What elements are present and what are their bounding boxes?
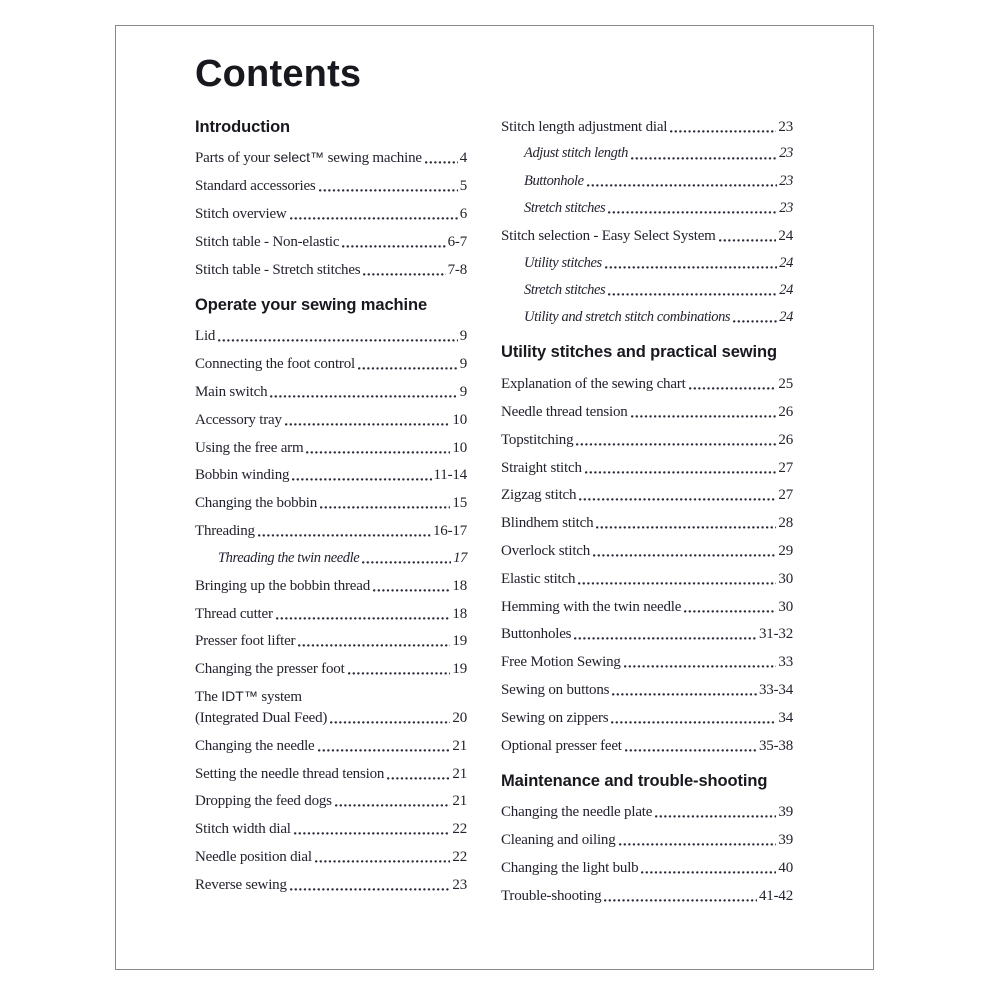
entry-label-text: Sewing on zippers	[501, 709, 609, 726]
toc-section	[195, 296, 467, 894]
entry-label-text: Stitch selection - Easy Select System	[501, 227, 716, 244]
toc-entry	[501, 542, 793, 560]
entry-page-number: 6-7	[447, 233, 467, 250]
toc-entry	[501, 459, 793, 477]
entry-label-text: Buttonholes	[501, 626, 572, 643]
toc-entry	[501, 709, 793, 727]
entry-label-text: Parts of your	[195, 150, 274, 167]
toc-entry	[195, 737, 467, 755]
dot-leader	[578, 581, 776, 586]
dot-leader	[348, 671, 451, 676]
toc-column-left	[195, 118, 467, 904]
toc-entry	[195, 522, 467, 540]
entry-label	[524, 145, 628, 162]
entry-label-text: Changing the needle plate	[501, 804, 653, 821]
entry-label-text: Overlock stitch	[501, 543, 591, 560]
toc-entry	[501, 859, 793, 877]
dot-leader	[362, 560, 451, 565]
entry-label-text: Reverse sewing	[195, 876, 287, 893]
entry-label-text: Bobbin winding	[195, 467, 290, 484]
entry-page-number: 17	[453, 549, 467, 566]
entry-page-number: 23	[778, 118, 793, 135]
entry-label-text: Stretch stitches	[524, 199, 606, 216]
entry-label-text: Stitch table - Non-elastic	[195, 233, 340, 250]
dot-leader	[631, 156, 777, 161]
toc-entry	[218, 550, 467, 567]
toc-entry	[195, 792, 467, 810]
toc-entry	[501, 403, 793, 421]
dot-leader	[335, 803, 451, 808]
entry-label	[501, 831, 616, 849]
dot-leader	[342, 244, 445, 249]
toc-section	[501, 772, 793, 905]
entry-label	[501, 859, 638, 877]
entry-label-text: Using the free arm	[195, 439, 304, 456]
entry-label	[501, 681, 609, 699]
entry-label	[195, 632, 295, 650]
toc-entry	[524, 145, 793, 162]
entry-label	[524, 173, 584, 190]
entry-label-text: sewing machine	[324, 150, 422, 167]
dot-leader	[270, 394, 457, 399]
entry-label	[524, 255, 602, 272]
dot-leader	[585, 470, 777, 475]
toc-entry	[501, 431, 793, 449]
entry-label-text: Standard accessories	[195, 178, 316, 195]
entry-label-text: Needle thread tension	[501, 404, 628, 421]
dot-leader	[290, 216, 458, 221]
toc-section	[195, 118, 467, 279]
entry-label	[501, 431, 573, 449]
entry-label-text: Utility stitches	[524, 254, 602, 271]
entry-label	[195, 820, 291, 838]
entry-label-text: Topstitching	[501, 431, 574, 448]
entry-page-number: 7-8	[447, 261, 467, 278]
entry-label	[195, 605, 273, 623]
entry-label	[195, 577, 370, 595]
entry-label-text: Lid	[195, 328, 216, 345]
entry-label-text: Hemming with the twin needle	[501, 598, 682, 615]
entry-label-text: (Integrated Dual Feed)	[195, 710, 328, 727]
entry-label-text: Stitch overview	[195, 205, 287, 222]
toc-entry	[195, 383, 467, 401]
entry-page-number: 10	[452, 411, 467, 428]
entry-label	[195, 494, 317, 512]
toc-section	[501, 118, 793, 327]
dot-leader	[587, 183, 778, 188]
toc-column-right	[501, 118, 793, 915]
toc-columns	[195, 118, 873, 915]
dot-leader	[684, 609, 776, 614]
entry-label	[195, 411, 282, 429]
toc-entry	[195, 820, 467, 838]
entry-label	[195, 765, 384, 783]
entry-label	[501, 803, 652, 821]
dot-leader	[218, 338, 457, 343]
entry-label-text: Setting the needle thread tension	[195, 765, 385, 782]
entry-page-number: 6	[459, 205, 467, 222]
toc-entry	[501, 514, 793, 532]
toc-entry	[195, 494, 467, 512]
dot-leader	[276, 616, 451, 621]
toc-entry	[195, 327, 467, 345]
brand-name: select™	[273, 149, 325, 166]
toc-entry	[195, 577, 467, 595]
entry-label	[195, 688, 302, 706]
section-heading: Operate your sewing machine	[195, 295, 428, 314]
entry-label-text: Cleaning and oiling	[501, 832, 616, 849]
toc-entry	[501, 118, 793, 136]
toc-entry	[195, 688, 467, 706]
entry-page-number: 26	[778, 404, 793, 421]
toc-entry	[195, 660, 467, 678]
entry-page-number: 30	[778, 570, 793, 587]
entry-page-number: 20	[452, 710, 467, 727]
entry-page-number: 29	[778, 543, 793, 560]
dot-leader	[576, 442, 776, 447]
entry-label-text: Buttonhole	[524, 172, 584, 189]
entry-label	[501, 570, 575, 588]
toc-entry	[501, 598, 793, 616]
toc-entry	[195, 876, 467, 894]
entry-label-text: system	[257, 689, 302, 706]
dot-leader	[608, 210, 777, 215]
dot-leader	[604, 898, 757, 903]
entry-page-number: 21	[452, 737, 467, 754]
dot-leader	[689, 386, 777, 391]
entry-label	[195, 233, 339, 251]
entry-label	[501, 459, 582, 477]
dot-leader	[611, 720, 776, 725]
toc-entry	[501, 625, 793, 643]
toc-entry	[195, 355, 467, 373]
dot-leader	[363, 272, 445, 277]
entry-page-number: 18	[452, 577, 467, 594]
section-heading: Introduction	[195, 117, 291, 136]
entry-label-text: Trouble-shooting	[501, 887, 602, 904]
dot-leader	[306, 450, 450, 455]
entry-label-text: Connecting the foot control	[195, 356, 355, 373]
entry-page-number: 9	[459, 383, 467, 400]
toc-entry	[195, 765, 467, 783]
dot-leader	[593, 553, 776, 558]
toc-entry	[195, 233, 467, 251]
entry-label	[218, 550, 359, 567]
toc-entry	[195, 632, 467, 650]
entry-label	[195, 355, 355, 373]
toc-entry	[501, 227, 793, 245]
dot-leader	[596, 525, 776, 530]
entry-page-number: 22	[452, 849, 467, 866]
entry-page-number: 30	[778, 598, 793, 615]
entry-label	[195, 149, 422, 167]
entry-page-number: 35-38	[759, 737, 793, 754]
entry-page-number: 16-17	[433, 522, 467, 539]
brand-name: IDT™	[221, 688, 258, 705]
dot-leader	[655, 814, 776, 819]
entry-label-text: Free Motion Sewing	[501, 654, 621, 671]
entry-label-text: Stitch table - Stretch stitches	[195, 261, 361, 278]
entry-label-text: Blindhem stitch	[501, 515, 594, 532]
toc-section	[501, 343, 793, 754]
entry-label-text: Accessory tray	[195, 411, 282, 428]
toc-entry	[195, 149, 467, 167]
entry-page-number: 18	[452, 605, 467, 622]
entry-label	[501, 598, 681, 616]
toc-entry	[501, 831, 793, 849]
toc-entry	[195, 261, 467, 279]
toc-entry	[195, 605, 467, 623]
toc-entry	[524, 282, 793, 299]
entry-page-number: 31-32	[759, 626, 793, 643]
entry-page-number: 19	[452, 661, 467, 678]
toc-entry	[524, 173, 793, 190]
entry-page-number: 25	[778, 376, 793, 393]
toc-entry	[501, 887, 793, 905]
entry-label	[195, 709, 327, 727]
entry-page-number: 28	[778, 515, 793, 532]
entry-label	[195, 177, 316, 195]
dot-leader	[318, 748, 451, 753]
entry-page-number: 23	[452, 876, 467, 893]
entry-page-number: 11-14	[433, 467, 467, 484]
toc-entry	[501, 803, 793, 821]
entry-label-text: Stitch length adjustment dial	[501, 118, 668, 135]
entry-label	[501, 227, 716, 245]
entry-page-number: 39	[778, 804, 793, 821]
dot-leader	[574, 636, 757, 641]
entry-label-text: Presser foot lifter	[195, 633, 296, 650]
toc-entry	[195, 177, 467, 195]
entry-label-text: Adjust stitch length	[524, 145, 628, 162]
entry-label-text: Changing the needle	[195, 737, 315, 754]
dot-leader	[625, 748, 757, 753]
toc-entry	[195, 466, 467, 484]
entry-label-text: Optional presser feet	[501, 737, 622, 754]
dot-leader	[670, 129, 776, 134]
entry-label-text: Utility and stretch stitch combinations	[524, 309, 731, 326]
toc-entry	[524, 200, 793, 217]
dot-leader	[320, 505, 450, 510]
entry-page-number: 40	[778, 860, 793, 877]
entry-label	[524, 309, 730, 326]
dot-leader	[619, 842, 777, 847]
entry-label	[501, 887, 601, 905]
entry-label	[501, 375, 686, 393]
entry-page-number: 39	[778, 832, 793, 849]
entry-label	[501, 709, 608, 727]
entry-label	[195, 383, 267, 401]
entry-label	[501, 737, 622, 755]
entry-page-number: 23	[779, 145, 793, 162]
entry-page-number: 19	[452, 633, 467, 650]
toc-entry	[195, 205, 467, 223]
entry-label-text: Elastic stitch	[501, 570, 576, 587]
toc-entry	[501, 737, 793, 755]
toc-entry	[524, 309, 793, 326]
toc-entry	[195, 439, 467, 457]
entry-page-number: 34	[778, 709, 793, 726]
entry-page-number: 23	[779, 172, 793, 189]
entry-label-text: Threading	[195, 522, 255, 539]
dot-leader	[290, 887, 451, 892]
toc-entry	[501, 570, 793, 588]
entry-label	[195, 876, 287, 894]
dot-leader	[425, 160, 458, 165]
entry-label	[501, 118, 667, 136]
entry-page-number: 5	[459, 178, 467, 195]
dot-leader	[292, 477, 431, 482]
dot-leader	[641, 870, 776, 875]
dot-leader	[330, 720, 450, 725]
dot-leader	[631, 414, 777, 419]
toc-entry	[501, 486, 793, 504]
entry-page-number: 23	[779, 199, 793, 216]
entry-label	[195, 327, 215, 345]
entry-label	[195, 737, 315, 755]
entry-label	[501, 403, 628, 421]
dot-leader	[624, 664, 777, 669]
toc-entry	[501, 681, 793, 699]
toc-entry	[195, 709, 467, 727]
toc-entry	[501, 653, 793, 671]
entry-label	[195, 466, 289, 484]
dot-leader	[605, 265, 778, 270]
entry-label	[195, 261, 360, 279]
manual-page	[115, 25, 874, 970]
section-heading: Maintenance and trouble-shooting	[501, 771, 768, 790]
entry-label	[195, 792, 332, 810]
entry-label-text: Zigzag stitch	[501, 487, 577, 504]
entry-label-text: Straight stitch	[501, 459, 582, 476]
entry-page-number: 21	[452, 793, 467, 810]
entry-page-number: 41-42	[759, 887, 793, 904]
entry-label-text: Changing the light bulb	[501, 860, 639, 877]
dot-leader	[285, 422, 451, 427]
entry-label	[501, 625, 571, 643]
dot-leader	[608, 292, 777, 297]
entry-label	[195, 848, 312, 866]
toc-entry	[501, 375, 793, 393]
dot-leader	[612, 692, 757, 697]
entry-label-text: Dropping the feed dogs	[195, 793, 332, 810]
entry-page-number: 21	[452, 765, 467, 782]
entry-label-text: Threading the twin needle	[218, 549, 360, 566]
entry-label	[501, 542, 590, 560]
entry-label-text: Bringing up the bobbin thread	[195, 577, 371, 594]
entry-label-text: Explanation of the sewing chart	[501, 376, 686, 393]
entry-label-text: The	[195, 689, 222, 706]
entry-page-number: 9	[459, 356, 467, 373]
toc-entry	[195, 411, 467, 429]
entry-page-number: 9	[459, 328, 467, 345]
dot-leader	[719, 238, 777, 243]
entry-page-number: 22	[452, 821, 467, 838]
entry-label-text: Stretch stitches	[524, 281, 606, 298]
entry-page-number: 24	[779, 309, 793, 326]
dot-leader	[298, 643, 450, 648]
toc-entry	[524, 255, 793, 272]
dot-leader	[315, 859, 451, 864]
toc-entry	[195, 848, 467, 866]
dot-leader	[258, 533, 431, 538]
entry-label-text: Stitch width dial	[195, 821, 291, 838]
entry-page-number: 4	[459, 150, 467, 167]
dot-leader	[733, 319, 777, 324]
page-title: Contents	[195, 53, 362, 95]
entry-label-text: Thread cutter	[195, 605, 273, 622]
entry-label	[524, 200, 605, 217]
entry-page-number: 24	[779, 254, 793, 271]
entry-page-number: 33-34	[759, 682, 793, 699]
entry-label	[501, 486, 576, 504]
entry-page-number: 27	[778, 487, 793, 504]
entry-label	[501, 514, 593, 532]
dot-leader	[579, 497, 776, 502]
entry-label	[195, 205, 287, 223]
dot-leader	[373, 588, 450, 593]
section-heading: Utility stitches and practical sewing	[501, 343, 777, 362]
entry-page-number: 24	[778, 227, 793, 244]
entry-label-text: Main switch	[195, 383, 268, 400]
entry-label	[524, 282, 605, 299]
entry-label	[195, 660, 345, 678]
dot-leader	[319, 188, 458, 193]
entry-page-number: 33	[778, 654, 793, 671]
entry-label	[501, 653, 621, 671]
dot-leader	[294, 831, 451, 836]
entry-page-number: 10	[452, 439, 467, 456]
entry-label-text: Changing the presser foot	[195, 661, 345, 678]
entry-page-number: 27	[778, 459, 793, 476]
entry-label	[195, 522, 255, 540]
entry-label-text: Sewing on buttons	[501, 682, 610, 699]
entry-page-number: 15	[452, 495, 467, 512]
dot-leader	[358, 366, 458, 371]
dot-leader	[387, 776, 450, 781]
entry-page-number: 24	[779, 281, 793, 298]
entry-label-text: Needle position dial	[195, 849, 312, 866]
entry-page-number: 26	[778, 431, 793, 448]
entry-label-text: Changing the bobbin	[195, 495, 318, 512]
entry-label	[195, 439, 303, 457]
